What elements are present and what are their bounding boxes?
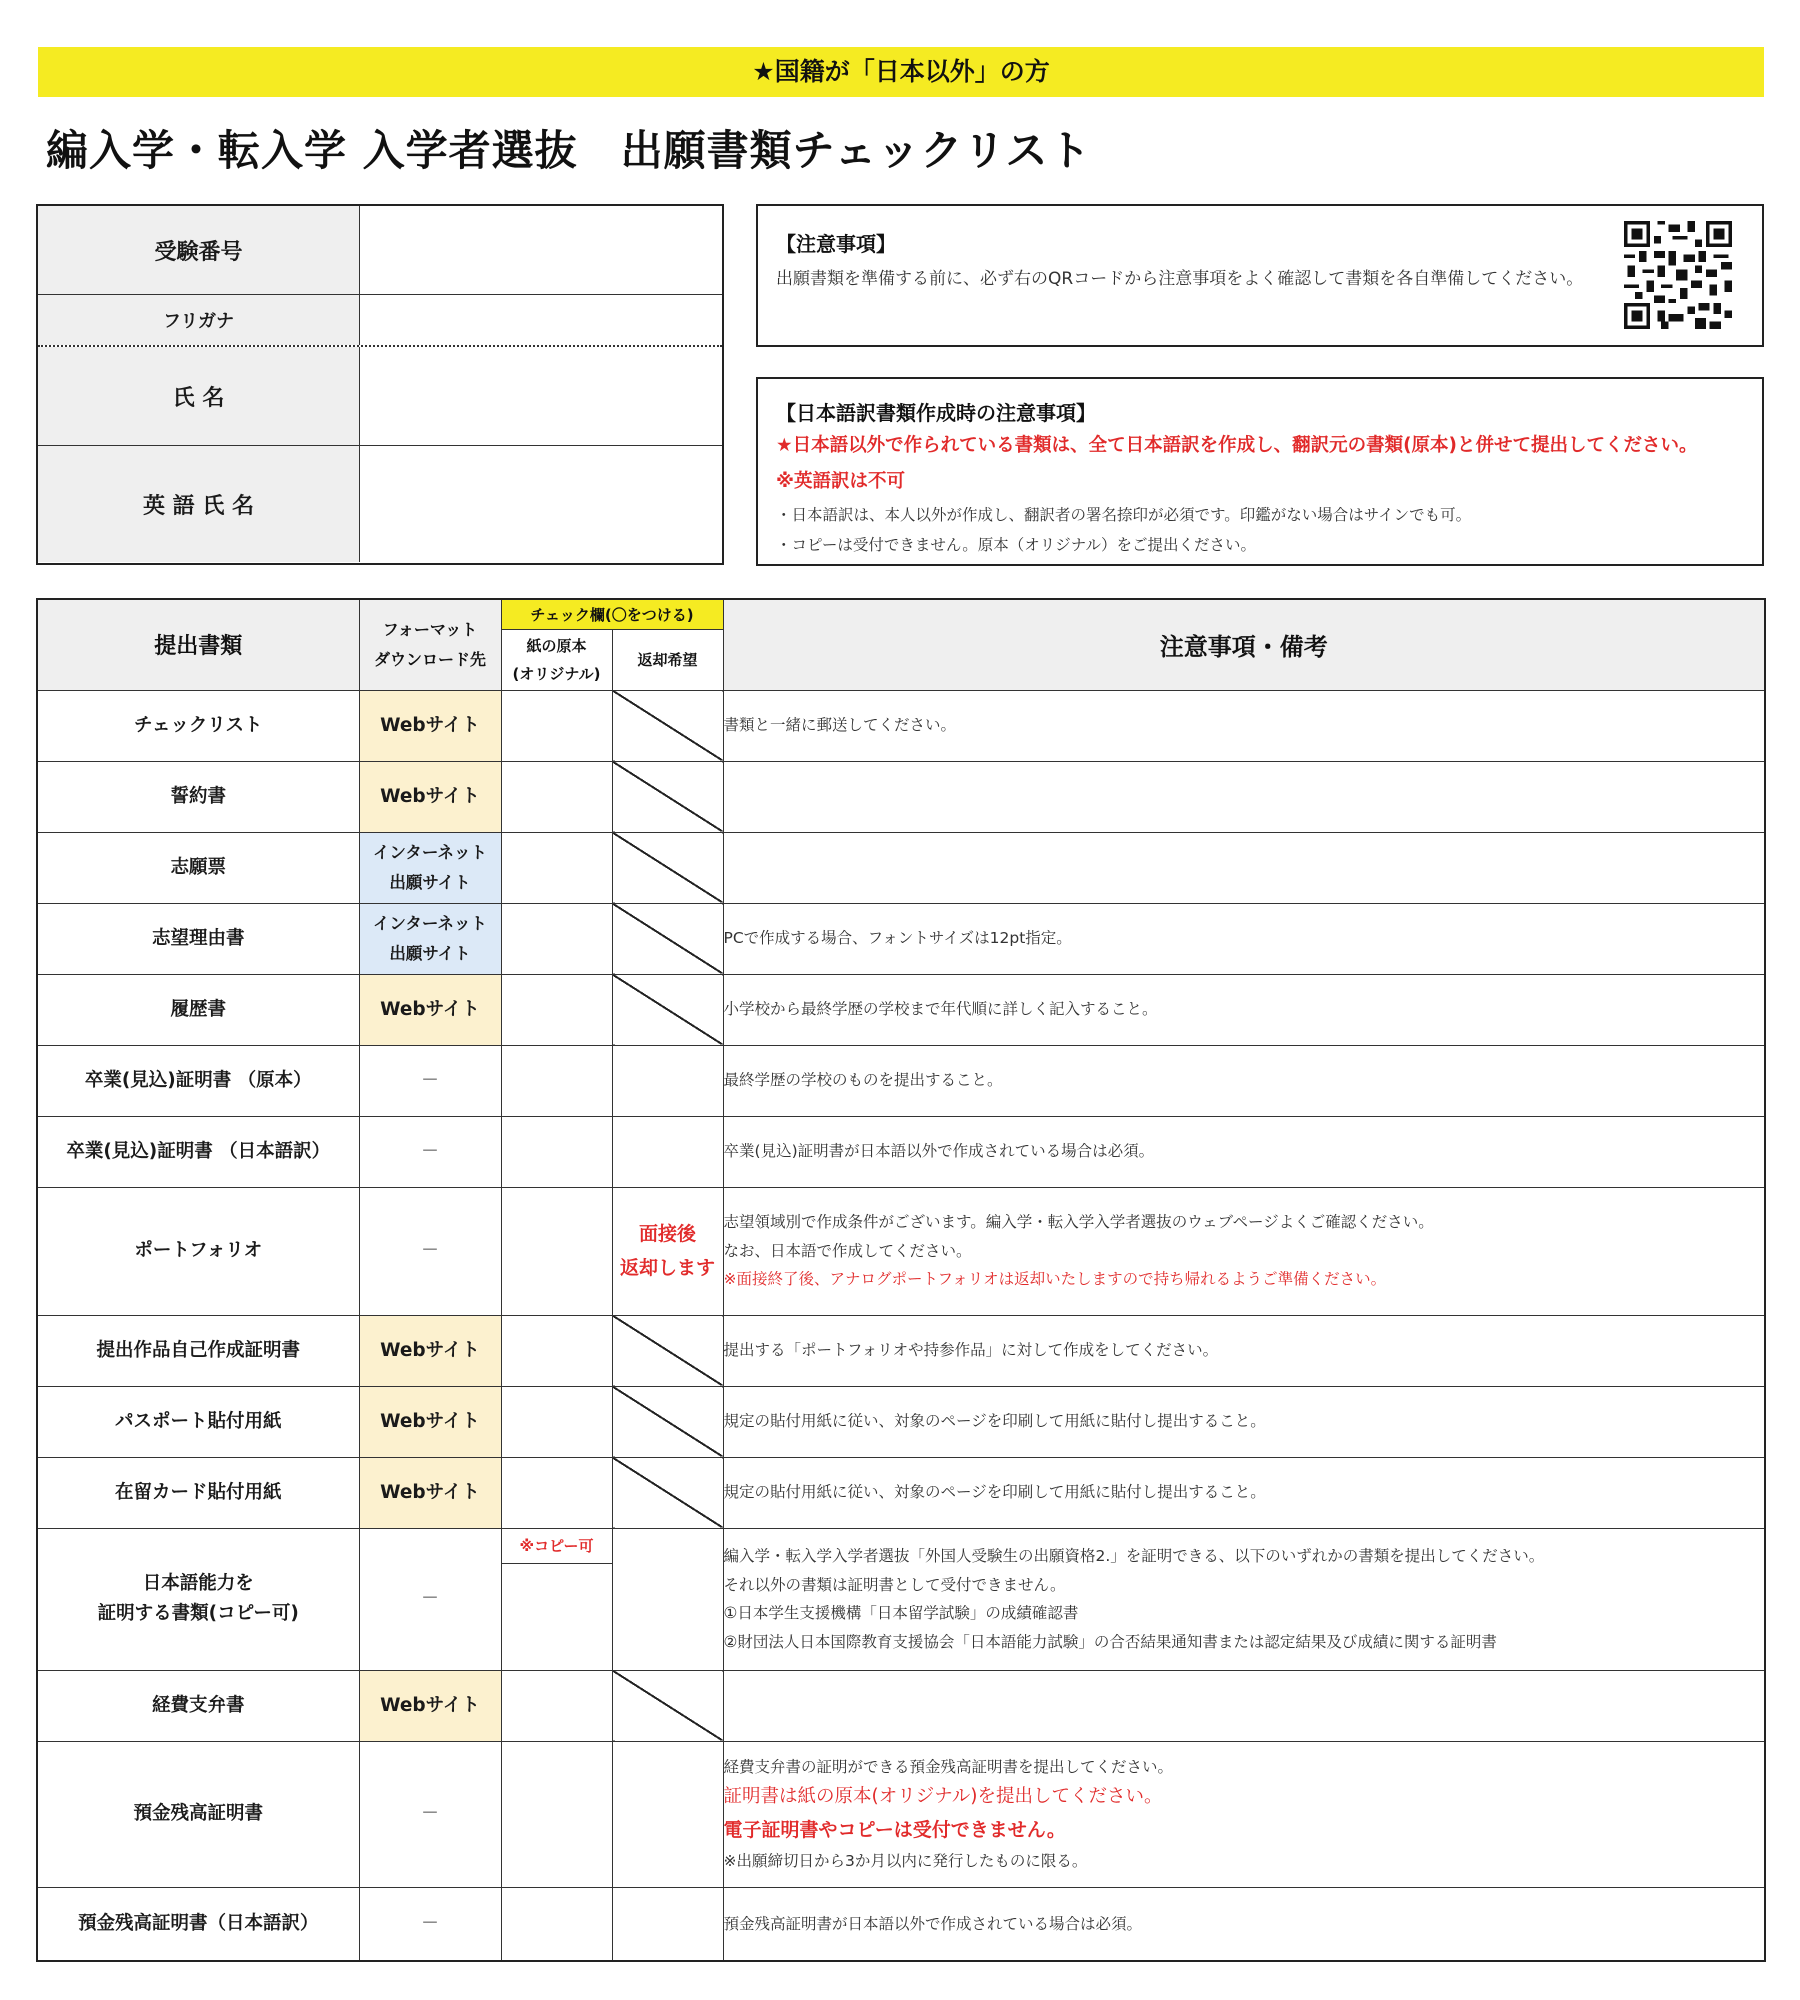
header-check-column: チェック欄(〇をつける): [501, 599, 723, 629]
note-line: ①日本学生支援機構「日本留学試験」の成績確認書: [723, 1604, 1079, 1622]
header-format: フォーマット ダウンロード先: [359, 599, 501, 690]
format-link[interactable]: インターネット 出願サイト: [359, 903, 501, 974]
note-cell: 規定の貼付用紙に従い、対象のページを印刷して用紙に貼付し提出すること。: [723, 1386, 1765, 1457]
doc-name: 卒業(見込)証明書 （原本）: [37, 1045, 359, 1116]
furigana-field[interactable]: [360, 295, 722, 345]
header-return: 返却希望: [612, 629, 723, 690]
doc-name: 預金残高証明書: [37, 1741, 359, 1887]
note-cell: 書類と一緒に郵送してください。: [723, 690, 1765, 761]
table-row: [37, 903, 1765, 974]
return-check-cell[interactable]: [612, 1116, 723, 1187]
return-cell-disabled: [612, 832, 723, 903]
doc-name: パスポート貼付用紙: [37, 1386, 359, 1457]
table-row: [37, 1670, 1765, 1741]
doc-name: ポートフォリオ: [37, 1187, 359, 1315]
exam-number-row: [38, 206, 722, 294]
format-link[interactable]: Webサイト: [359, 690, 501, 761]
note-cell: 卒業(見込)証明書が日本語以外で作成されている場合は必須。: [723, 1116, 1765, 1187]
translation-notice-box: [756, 377, 1764, 566]
english-name-row: [38, 445, 722, 562]
table-row: [37, 832, 1765, 903]
doc-name: 提出作品自己作成証明書: [37, 1315, 359, 1386]
notice-heading: 【注意事項】: [776, 232, 896, 256]
format-none: －: [359, 1887, 501, 1961]
return-cell-disabled: [612, 1670, 723, 1741]
original-check-cell[interactable]: [501, 1386, 612, 1457]
english-name-field[interactable]: [360, 446, 722, 562]
return-cell-disabled: [612, 974, 723, 1045]
original-check-cell[interactable]: [501, 1315, 612, 1386]
note-cell: [723, 761, 1765, 832]
original-check-cell[interactable]: [501, 1887, 612, 1961]
doc-name: 日本語能力を 証明する書類(コピー可): [37, 1528, 359, 1670]
return-cell-disabled: [612, 1315, 723, 1386]
format-none: －: [359, 1528, 501, 1670]
original-check-cell[interactable]: [501, 1670, 612, 1741]
notice-box: [756, 204, 1764, 347]
note-cell: [723, 1741, 1765, 1887]
note-line: なお、日本語で作成してください。: [723, 1241, 972, 1260]
note-cell: [723, 1528, 1765, 1670]
format-none: －: [359, 1741, 501, 1887]
return-after-interview: 面接後 返却します: [612, 1187, 723, 1315]
format-none: －: [359, 1045, 501, 1116]
translator-signature-note: ・日本語訳は、本人以外が作成し、翻訳者の署名捺印が必須です。印鑑がない場合はサインでも可。: [776, 506, 1472, 524]
exam-number-label: 受験番号: [38, 206, 360, 294]
header-original: 紙の原本 (オリジナル): [501, 629, 612, 690]
doc-name: チェックリスト: [37, 690, 359, 761]
qr-code-icon[interactable]: [1624, 221, 1732, 329]
table-row: [37, 690, 1765, 761]
original-check-cell[interactable]: [501, 1741, 612, 1887]
applicant-info-box: [36, 204, 724, 565]
doc-name: 預金残高証明書（日本語訳）: [37, 1887, 359, 1961]
page-title: 編入学・転入学 入学者選抜 出願書類チェックリスト: [46, 126, 1092, 175]
table-row: [37, 761, 1765, 832]
table-row: [37, 1045, 1765, 1116]
translation-notice-heading: 【日本語訳書類作成時の注意事項】: [776, 401, 1096, 425]
table-row: [37, 1887, 1765, 1961]
doc-name: 志願票: [37, 832, 359, 903]
original-check-cell[interactable]: [501, 832, 612, 903]
table-row: [37, 974, 1765, 1045]
notice-body: 出願書類を準備する前に、必ず右のQRコードから注意事項をよく確認して書類を各自準備してください。: [776, 269, 1584, 289]
return-check-cell[interactable]: [612, 1741, 723, 1887]
format-link[interactable]: Webサイト: [359, 1670, 501, 1741]
english-not-allowed: ※英語訳は不可: [776, 471, 905, 492]
doc-name: 卒業(見込)証明書 （日本語訳）: [37, 1116, 359, 1187]
note-cell: 提出する「ポートフォリオや持参作品」に対して作成をしてください。: [723, 1315, 1765, 1386]
note-cell: 規定の貼付用紙に従い、対象のページを印刷して用紙に貼付し提出すること。: [723, 1457, 1765, 1528]
checklist-table: [36, 598, 1766, 1962]
return-cell-disabled: [612, 1386, 723, 1457]
doc-name: 経費支弁書: [37, 1670, 359, 1741]
note-line-warning: 電子証明書やコピーは受付できません。: [723, 1819, 1066, 1841]
original-check-cell[interactable]: [501, 1528, 612, 1670]
table-row: [37, 1386, 1765, 1457]
format-link[interactable]: Webサイト: [359, 1386, 501, 1457]
no-copy-note: ・コピーは受付できません。原本（オリジナル）をご提出ください。: [776, 536, 1257, 554]
translation-requirement: ★日本語以外で作られている書類は、全て日本語訳を作成し、翻訳元の書類(原本)と併せて提出してください。: [776, 435, 1698, 456]
note-cell: [723, 1187, 1765, 1315]
return-cell-disabled: [612, 1457, 723, 1528]
format-link[interactable]: Webサイト: [359, 1457, 501, 1528]
name-field[interactable]: [360, 347, 722, 445]
original-check-cell[interactable]: [501, 1045, 612, 1116]
return-check-cell[interactable]: [612, 1528, 723, 1670]
note-line: ②財団法人日本国際教育支援協会「日本語能力試験」の合否結果通知書または認定結果及び成績に関する証明書: [723, 1632, 1497, 1651]
table-row: [37, 1187, 1765, 1315]
note-cell: [723, 832, 1765, 903]
english-name-label: 英 語 氏 名: [38, 446, 360, 562]
note-cell: 小学校から最終学歴の学校まで年代順に詳しく記入すること。: [723, 974, 1765, 1045]
original-check-cell[interactable]: [501, 1457, 612, 1528]
return-cell-disabled: [612, 690, 723, 761]
note-line: 経費支弁書の証明ができる預金残高証明書を提出してください。: [723, 1757, 1174, 1776]
furigana-label: フリガナ: [38, 295, 360, 345]
doc-name: 在留カード貼付用紙: [37, 1457, 359, 1528]
format-link[interactable]: Webサイト: [359, 974, 501, 1045]
furigana-row: [38, 294, 722, 345]
table-row: [37, 1528, 1765, 1670]
original-check-cell[interactable]: [501, 1116, 612, 1187]
header-notes: 注意事項・備考: [723, 599, 1765, 690]
note-cell: PCで作成する場合、フォントサイズは12pt指定。: [723, 903, 1765, 974]
return-check-cell[interactable]: [612, 1045, 723, 1116]
original-check-cell[interactable]: [501, 690, 612, 761]
original-check-cell[interactable]: [501, 903, 612, 974]
target-banner: ★国籍が「日本以外」の方: [38, 47, 1764, 97]
original-check-cell[interactable]: [501, 1187, 612, 1315]
format-link[interactable]: インターネット 出願サイト: [359, 832, 501, 903]
name-label: 氏 名: [38, 347, 360, 445]
note-cell: 最終学歴の学校のものを提出すること。: [723, 1045, 1765, 1116]
doc-name: 履歴書: [37, 974, 359, 1045]
table-row: [37, 1116, 1765, 1187]
format-link[interactable]: Webサイト: [359, 761, 501, 832]
note-cell: [723, 1670, 1765, 1741]
doc-name: 志望理由書: [37, 903, 359, 974]
format-link[interactable]: Webサイト: [359, 1315, 501, 1386]
copy-allowed-label: ※コピー可: [502, 1529, 612, 1564]
return-check-cell[interactable]: [612, 1887, 723, 1961]
note-cell: 預金残高証明書が日本語以外で作成されている場合は必須。: [723, 1887, 1765, 1961]
table-row: [37, 1457, 1765, 1528]
original-check-cell[interactable]: [501, 974, 612, 1045]
format-none: －: [359, 1187, 501, 1315]
table-row: [37, 1741, 1765, 1887]
exam-number-field[interactable]: [360, 206, 722, 294]
name-row: [38, 345, 722, 445]
note-line: それ以外の書類は証明書として受付できません。: [723, 1575, 1066, 1594]
header-documents: 提出書類: [37, 599, 359, 690]
return-cell-disabled: [612, 903, 723, 974]
original-check-cell[interactable]: [501, 761, 612, 832]
note-line-warning: ※面接終了後、アナログポートフォリオは返却いたしますので持ち帰れるようご準備ください。: [723, 1270, 1387, 1289]
note-line-warning: 証明書は紙の原本(オリジナル)を提出してください。: [723, 1786, 1163, 1807]
format-none: －: [359, 1116, 501, 1187]
note-line: ※出願締切日から3か月以内に発行したものに限る。: [723, 1852, 1088, 1870]
table-row: [37, 1315, 1765, 1386]
note-line: 編入学・転入学入学者選抜「外国人受験生の出願資格2.」を証明できる、以下のいずれかの書類を提出してください。: [723, 1547, 1545, 1565]
doc-name: 誓約書: [37, 761, 359, 832]
note-line: 志望領域別で作成条件がございます。編入学・転入学入学者選抜のウェブページよくご確認ください。: [723, 1213, 1434, 1232]
return-cell-disabled: [612, 761, 723, 832]
